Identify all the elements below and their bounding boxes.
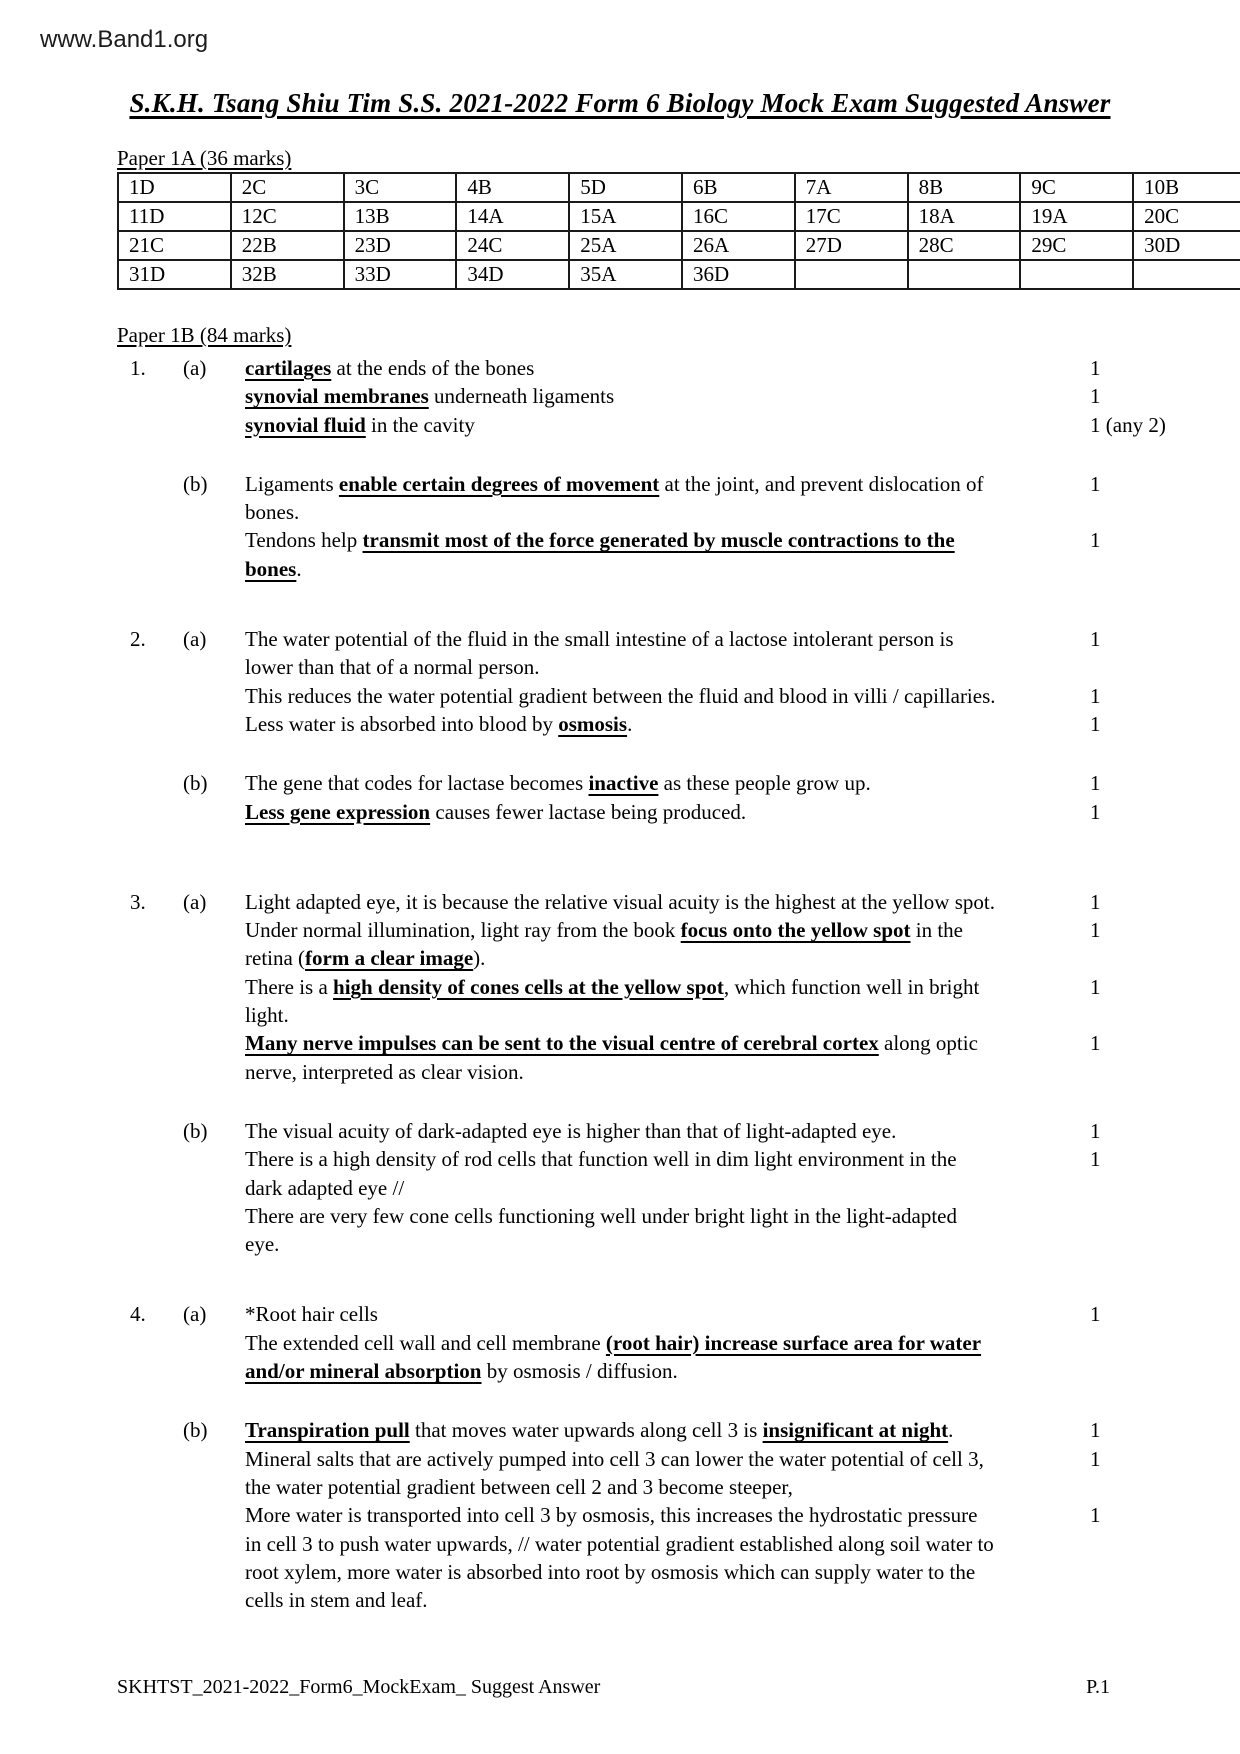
- key-term: synovial membranes: [245, 384, 429, 409]
- watermark-site-url: www.Band1.org: [40, 26, 209, 53]
- answer-cell: 20C: [1133, 202, 1240, 231]
- answer-line: [245, 526, 1177, 554]
- answer-text: causes fewer lactase being produced.: [430, 799, 747, 824]
- footer: [117, 1676, 1110, 1699]
- question: [117, 888, 1177, 1259]
- answer-line: [245, 1357, 1177, 1385]
- question-parts: [183, 625, 1177, 826]
- answer-cell: 27D: [795, 231, 908, 260]
- answer-text: cells in stem and leaf.: [245, 1588, 428, 1613]
- questions: [117, 354, 1177, 1614]
- part-label: (b): [183, 471, 208, 496]
- answer-row: [118, 260, 1240, 289]
- answer-text: Tendons help: [245, 528, 363, 553]
- mark-value: 1 (any 2): [1090, 412, 1166, 437]
- answer-text: dark adapted eye //: [245, 1175, 405, 1200]
- question: [117, 354, 1177, 583]
- answer-line: [245, 1530, 1177, 1558]
- key-term: focus onto the yellow spot: [680, 918, 911, 943]
- answer-line: [245, 1586, 1177, 1614]
- answer-line: [245, 1329, 1177, 1357]
- answer-text: .: [948, 1418, 954, 1443]
- answer-text: Ligaments: [245, 471, 339, 496]
- mark-value: 1: [1090, 471, 1101, 496]
- answer-line: [245, 470, 1177, 498]
- part-label: (b): [183, 1418, 208, 1443]
- part-label: (a): [183, 627, 207, 652]
- answer-cell: 36D: [682, 260, 795, 289]
- answer-cell: 1D: [118, 173, 231, 202]
- question-part: [183, 354, 1177, 439]
- answer-cell: 11D: [118, 202, 231, 231]
- answer-line: [245, 1202, 1177, 1230]
- title-row: [0, 88, 1240, 119]
- question-part: [183, 1416, 1177, 1614]
- answer-line: [245, 1145, 1177, 1173]
- answer-line: [245, 1473, 1177, 1501]
- answer-text: Under normal illumination, light ray from the book: [245, 918, 681, 943]
- question-parts: [183, 1300, 1177, 1614]
- answer-cell: 8B: [908, 173, 1021, 202]
- mark-value: 1: [1090, 1031, 1101, 1056]
- answer-text: along optic: [878, 1031, 978, 1056]
- key-term: inactive: [588, 771, 659, 796]
- mark-value: 1: [1090, 974, 1101, 999]
- answer-cell: 12C: [231, 202, 344, 231]
- key-term: (root hair) increase surface area for water: [605, 1330, 982, 1355]
- question-number: 4.: [130, 1302, 146, 1327]
- answer-cell: 28C: [908, 231, 1021, 260]
- question-number: 1.: [130, 356, 146, 380]
- answer-text: nerve, interpreted as clear vision.: [245, 1059, 524, 1084]
- answer-line: [245, 973, 1177, 1001]
- answer-line: [245, 944, 1177, 972]
- mark-value: 1: [1090, 627, 1101, 652]
- answer-cell: 17C: [795, 202, 908, 231]
- mark-value: 1: [1090, 1118, 1101, 1143]
- answer-text: Mineral salts that are actively pumped into cell 3 can lower the water potential of cell 3,: [245, 1446, 984, 1471]
- answer-line: [245, 653, 1177, 681]
- answer-text: lower than that of a normal person.: [245, 655, 540, 680]
- question-number: 3.: [130, 889, 146, 914]
- answer-line: [245, 1058, 1177, 1086]
- answer-cell: 13B: [344, 202, 457, 231]
- answer-row: [118, 202, 1240, 231]
- answer-text: .: [627, 711, 633, 736]
- question-part: [183, 1300, 1177, 1385]
- answer-line: [245, 1001, 1177, 1029]
- answer-text: the water potential gradient between cell 2 and 3 become steeper,: [245, 1474, 793, 1499]
- answer-text: by osmosis / diffusion.: [481, 1359, 678, 1384]
- answer-line: [245, 710, 1177, 738]
- key-term: transmit most of the force generated by muscle contractions to the: [362, 528, 955, 553]
- part-body: [245, 1416, 1177, 1614]
- part-label: (a): [183, 356, 207, 380]
- mark-value: 1: [1090, 1302, 1101, 1327]
- part-body: [245, 625, 1177, 738]
- answer-text: light.: [245, 1003, 289, 1028]
- answer-cell: 2C: [231, 173, 344, 202]
- answer-text: Light adapted eye, it is because the relative visual acuity is the highest at the yellow spot.: [245, 889, 995, 914]
- answer-text: The water potential of the fluid in the small intestine of a lactose intolerant person is: [245, 627, 954, 652]
- answer-text: There is a: [245, 974, 334, 999]
- answer-cell: 14A: [456, 202, 569, 231]
- answer-text: at the joint, and prevent dislocation of: [659, 471, 984, 496]
- question-number: 2.: [130, 627, 146, 652]
- part-body: [245, 470, 1177, 583]
- mark-value: 1: [1090, 918, 1101, 943]
- answer-line: [245, 1300, 1177, 1328]
- answer-cell: 15A: [569, 202, 682, 231]
- key-term: form a clear image: [305, 946, 474, 971]
- answer-cell: 7A: [795, 173, 908, 202]
- answer-line: [245, 1501, 1177, 1529]
- answer-text: in cell 3 to push water upwards, // water potential gradient established along soil water to: [245, 1531, 994, 1556]
- answer-line: [245, 1174, 1177, 1202]
- answer-text: .: [296, 556, 302, 581]
- question-part: [183, 470, 1177, 583]
- answer-text: *Root hair cells: [245, 1302, 378, 1327]
- answer-text: , which function well in bright: [723, 974, 980, 999]
- answer-cell: 19A: [1020, 202, 1133, 231]
- answer-text: There is a high density of rod cells that function well in dim light environment in the: [245, 1147, 957, 1172]
- answer-text: More water is transported into cell 3 by osmosis, this increases the hydrostatic pressure: [245, 1503, 978, 1528]
- key-term: Less gene expression: [245, 799, 431, 824]
- key-term: bones: [245, 556, 297, 581]
- answer-text: bones.: [245, 500, 300, 525]
- answer-text: eye.: [245, 1232, 280, 1257]
- part-body: [245, 888, 1177, 1086]
- answer-line: [245, 411, 1177, 439]
- answer-cell: [908, 260, 1021, 289]
- answer-text: that moves water upwards along cell 3 is: [409, 1418, 763, 1443]
- question-part: [183, 888, 1177, 1086]
- answer-cell: 29C: [1020, 231, 1133, 260]
- answer-line: [245, 555, 1177, 583]
- answer-text: Less water is absorbed into blood by: [245, 711, 559, 736]
- answer-text: root xylem, more water is absorbed into root by osmosis which can supply water to the: [245, 1559, 976, 1584]
- key-term: cartilages: [245, 356, 332, 380]
- answer-line: [245, 625, 1177, 653]
- part-body: [245, 1117, 1177, 1258]
- answer-line: [245, 498, 1177, 526]
- answer-cell: 26A: [682, 231, 795, 260]
- mark-value: 1: [1090, 1446, 1101, 1471]
- answer-cell: 16C: [682, 202, 795, 231]
- answer-row: [118, 173, 1240, 202]
- part-body: [245, 354, 1177, 439]
- answer-cell: [1133, 260, 1240, 289]
- answer-text: The extended cell wall and cell membrane: [245, 1330, 606, 1355]
- answer-cell: 30D: [1133, 231, 1240, 260]
- answer-table-body: [118, 173, 1240, 289]
- answer-cell: 3C: [344, 173, 457, 202]
- answer-text: ).: [473, 946, 486, 971]
- mark-value: 1: [1090, 1503, 1101, 1528]
- question-part: [183, 1117, 1177, 1258]
- question-parts: [183, 888, 1177, 1259]
- mark-value: 1: [1090, 711, 1101, 736]
- answer-line: [245, 769, 1177, 797]
- key-term: Transpiration pull: [245, 1418, 410, 1443]
- answer-cell: 34D: [456, 260, 569, 289]
- answer-line: [245, 1117, 1177, 1145]
- answer-line: [245, 382, 1177, 410]
- key-term: and/or mineral absorption: [245, 1359, 482, 1384]
- key-term: high density of cones cells at the yellow spot: [333, 974, 724, 999]
- answer-cell: 6B: [682, 173, 795, 202]
- part-label: (b): [183, 771, 208, 796]
- answer-cell: 5D: [569, 173, 682, 202]
- part-label: (b): [183, 1118, 208, 1143]
- part-body: [245, 1300, 1177, 1385]
- question: [117, 1300, 1177, 1614]
- mark-value: 1: [1090, 771, 1101, 796]
- answer-cell: 35A: [569, 260, 682, 289]
- answer-line: [245, 916, 1177, 944]
- question-part: [183, 625, 1177, 738]
- answer-text: as these people grow up.: [658, 771, 871, 796]
- mark-value: 1: [1090, 384, 1101, 409]
- answer-cell: 21C: [118, 231, 231, 260]
- question-part: [183, 769, 1177, 826]
- part-body: [245, 769, 1177, 826]
- answer-text: This reduces the water potential gradient between the fluid and blood in villi / capillaries.: [245, 683, 996, 708]
- mark-value: 1: [1090, 799, 1101, 824]
- answer-cell: 25A: [569, 231, 682, 260]
- mark-value: 1: [1090, 683, 1101, 708]
- mark-value: 1: [1090, 1418, 1101, 1443]
- key-term: enable certain degrees of movement: [338, 471, 660, 496]
- answer-text: The visual acuity of dark-adapted eye is higher than that of light-adapted eye.: [245, 1118, 897, 1143]
- paper-1a-heading: Paper 1A (36 marks): [117, 146, 292, 170]
- answer-cell: 31D: [118, 260, 231, 289]
- answer-line: [245, 1445, 1177, 1473]
- footer-page-number: P.1: [1086, 1676, 1110, 1698]
- footer-filename: SKHTST_2021-2022_Form6_MockExam_ Suggest Answer: [117, 1676, 601, 1698]
- answer-cell: 4B: [456, 173, 569, 202]
- answer-line: [245, 798, 1177, 826]
- answer-text: The gene that codes for lactase becomes: [245, 771, 589, 796]
- answer-line: [245, 888, 1177, 916]
- answer-text: underneath ligaments: [428, 384, 615, 409]
- mark-value: 1: [1090, 528, 1101, 553]
- answer-cell: [795, 260, 908, 289]
- key-term: osmosis: [558, 711, 628, 736]
- answer-cell: [1020, 260, 1133, 289]
- question: [117, 625, 1177, 826]
- answer-line: [245, 1416, 1177, 1444]
- answer-cell: 24C: [456, 231, 569, 260]
- answer-cell: 32B: [231, 260, 344, 289]
- page-title: S.K.H. Tsang Shiu Tim S.S. 2021-2022 Form 6 Biology Mock Exam Suggested Answer: [129, 88, 1111, 118]
- answer-line: [245, 1029, 1177, 1057]
- answer-cell: 22B: [231, 231, 344, 260]
- answer-cell: 9C: [1020, 173, 1133, 202]
- document-content: [117, 144, 1181, 1614]
- answer-text: in the: [910, 918, 964, 943]
- key-term: Many nerve impulses can be sent to the visual centre of cerebral cortex: [245, 1031, 879, 1056]
- part-label: (a): [183, 889, 207, 914]
- key-term: synovial fluid: [245, 412, 366, 437]
- key-term: insignificant at night: [762, 1418, 949, 1443]
- answer-cell: 18A: [908, 202, 1021, 231]
- answer-cell: 10B: [1133, 173, 1240, 202]
- answer-line: [245, 1230, 1177, 1258]
- answer-text: retina (: [245, 946, 306, 971]
- answer-line: [245, 1558, 1177, 1586]
- answer-text: at the ends of the bones: [331, 356, 535, 380]
- mark-value: 1: [1090, 356, 1101, 380]
- mark-value: 1: [1090, 1147, 1101, 1172]
- paper-1b-heading: Paper 1B (84 marks): [117, 323, 292, 347]
- answer-cell: 33D: [344, 260, 457, 289]
- answer-cell: 23D: [344, 231, 457, 260]
- mark-value: 1: [1090, 889, 1101, 914]
- part-label: (a): [183, 1302, 207, 1327]
- question-parts: [183, 354, 1177, 583]
- answer-text: There are very few cone cells functioning well under bright light in the light-adapted: [245, 1203, 958, 1228]
- answer-text: in the cavity: [365, 412, 475, 437]
- answer-row: [118, 231, 1240, 260]
- answer-table: [117, 172, 1240, 290]
- answer-line: [245, 354, 1177, 382]
- answer-line: [245, 682, 1177, 710]
